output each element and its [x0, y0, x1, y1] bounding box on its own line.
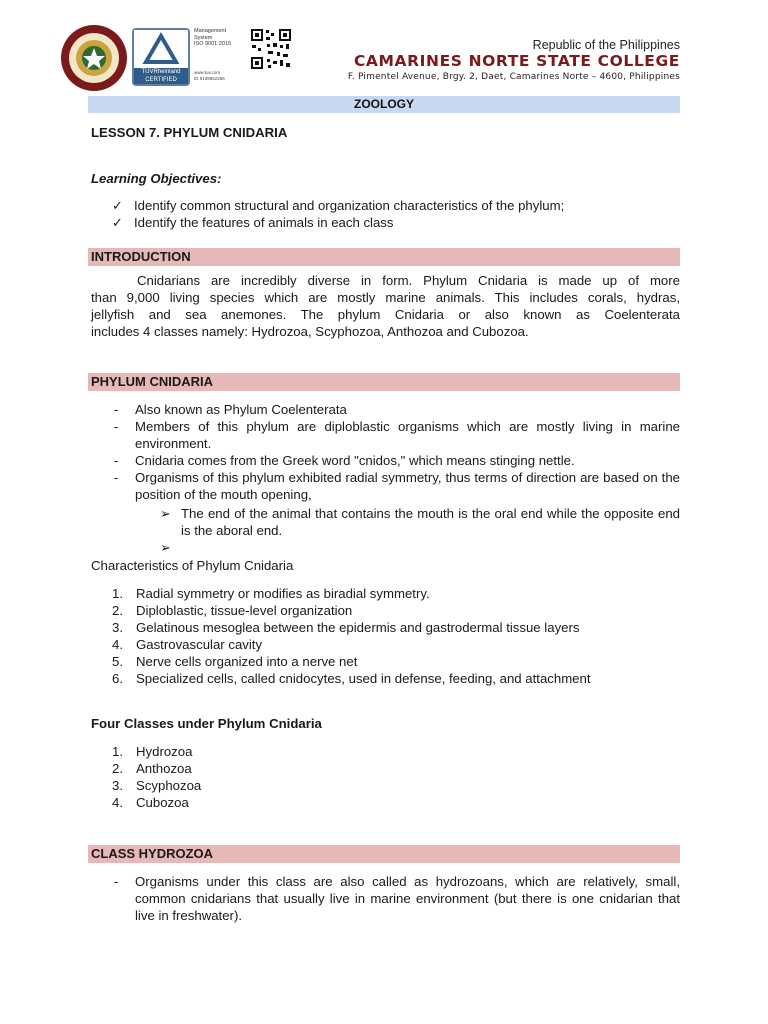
- characteristic-text: Gelatinous mesoglea between the epidermis and gastrodermal tissue layers: [136, 620, 580, 635]
- characteristic-item: [112, 585, 430, 602]
- arrow-bullet-icon: ➢: [160, 506, 172, 521]
- item-number: 4.: [112, 637, 123, 652]
- bullet-text: Organisms of this phylum exhibited radial symmetry, thus terms of direction are based on the position of the mouth opening,: [135, 470, 680, 502]
- certification-id: [194, 70, 254, 81]
- triangle-logo-icon: [134, 30, 188, 68]
- dash-bullet-icon: -: [114, 874, 119, 889]
- checkmark-icon: ✓: [112, 215, 124, 230]
- sub-bullet: [160, 505, 680, 539]
- objectives-heading: Learning Objectives:: [91, 171, 222, 186]
- class-text: Anthozoa: [136, 761, 192, 776]
- dash-bullet-icon: -: [114, 419, 119, 434]
- characteristic-item: [112, 602, 352, 619]
- objective-item: [112, 197, 564, 214]
- arrow-bullet-icon: ➢: [160, 540, 172, 555]
- hydrozoa-bullet: [114, 873, 680, 924]
- class-item: [112, 760, 192, 777]
- objective-text: Identify the features of animals in each class: [134, 215, 394, 230]
- tuv-certification-badge: [132, 28, 190, 86]
- item-number: 2.: [112, 761, 123, 776]
- cert-line: System: [194, 34, 213, 41]
- phylum-bullet: [114, 401, 680, 418]
- characteristic-text: Gastrovascular cavity: [136, 637, 263, 652]
- intro-line: than 9,000 living species which are mostly marine animals. This includes corals, hydras,: [91, 290, 680, 305]
- characteristic-item: [112, 670, 591, 687]
- class-text: Scyphozoa: [136, 778, 202, 793]
- class-text: Hydrozoa: [136, 744, 193, 759]
- objective-item: [112, 214, 394, 231]
- sub-bullet-text: The end of the animal that contains the mouth is the oral end while the opposite end is the aboral end.: [181, 506, 680, 538]
- cert-line: Management: [194, 28, 227, 34]
- cert-line: ISO 9001:2015: [194, 41, 232, 47]
- characteristic-text: Specialized cells, called cnidocytes, used in defense, feeding, and attachment: [136, 671, 591, 686]
- lesson-title: LESSON 7. PHYLUM CNIDARIA: [91, 125, 288, 140]
- subject-band: ZOOLOGY: [88, 96, 680, 113]
- introduction-heading: INTRODUCTION: [88, 248, 680, 266]
- dash-bullet-icon: -: [114, 402, 119, 417]
- objective-text: Identify common structural and organization characteristics of the phylum;: [134, 198, 565, 213]
- class-text: Cubozoa: [136, 795, 189, 810]
- characteristic-item: [112, 653, 357, 670]
- letterhead: [60, 20, 680, 92]
- item-number: 1.: [112, 744, 123, 759]
- item-number: 1.: [112, 586, 123, 601]
- empty-sub-bullet: [160, 539, 680, 556]
- characteristic-item: [112, 619, 580, 636]
- item-number: 3.: [112, 778, 123, 793]
- tuv-brand-text: TÜVRheinland: [141, 69, 181, 75]
- cert-id: ID 9108652266: [194, 75, 225, 81]
- dash-bullet-icon: -: [114, 453, 119, 468]
- bullet-text: Cnidaria comes from the Greek word "cnidos," which means stinging nettle.: [135, 453, 575, 468]
- item-number: 2.: [112, 603, 123, 618]
- tuv-certified-text: CERTIFIED: [145, 77, 177, 83]
- classes-heading: Four Classes under Phylum Cnidaria: [91, 716, 322, 731]
- qr-code-icon: [250, 28, 292, 70]
- certification-text: [194, 28, 246, 48]
- class-item: [112, 777, 201, 794]
- college-seal-icon: [60, 24, 128, 92]
- class-item: [112, 743, 192, 760]
- characteristics-heading: Characteristics of Phylum Cnidaria: [91, 558, 294, 573]
- class-item: [112, 794, 189, 811]
- bullet-text: Organisms under this class are also called as hydrozoans, which are relatively, small, common cnidarians that usually live in marine environment (but there is one cnidarian that live in freshwater).: [135, 874, 680, 923]
- phylum-heading: PHYLUM CNIDARIA: [88, 373, 680, 391]
- item-number: 5.: [112, 654, 123, 669]
- item-number: 6.: [112, 671, 123, 686]
- bullet-text: Also known as Phylum Coelenterata: [135, 402, 347, 417]
- college-address: F. Pimentel Avenue, Brgy. 2, Daet, Camarines Norte – 4600, Philippines: [347, 72, 680, 82]
- intro-line: jellyfish and sea anemones. The phylum Cnidaria or also known as Coelenterata: [91, 307, 680, 322]
- college-name: CAMARINES NORTE STATE COLLEGE: [353, 52, 680, 70]
- bullet-text: Members of this phylum are diploblastic organisms which are mostly living in marine environment.: [135, 419, 680, 451]
- intro-line: includes 4 classes namely: Hydrozoa, Scyphozoa, Anthozoa and Cubozoa.: [91, 324, 529, 339]
- phylum-bullet: [114, 452, 680, 469]
- checkmark-icon: ✓: [112, 198, 124, 213]
- characteristic-text: Nerve cells organized into a nerve net: [136, 654, 358, 669]
- hydrozoa-heading: CLASS HYDROZOA: [88, 845, 680, 863]
- item-number: 4.: [112, 795, 123, 810]
- phylum-bullet: [114, 418, 680, 452]
- dash-bullet-icon: -: [114, 470, 119, 485]
- cert-website: www.tuv.com: [194, 70, 221, 75]
- phylum-bullet: [114, 469, 680, 503]
- characteristic-item: [112, 636, 262, 653]
- characteristic-text: Diploblastic, tissue-level organization: [136, 603, 353, 618]
- intro-line: Cnidarians are incredibly diverse in form. Phylum Cnidaria is made up of more: [137, 273, 680, 288]
- item-number: 3.: [112, 620, 123, 635]
- characteristic-text: Radial symmetry or modifies as biradial symmetry.: [136, 586, 430, 601]
- republic-text: Republic of the Philippines: [532, 38, 680, 52]
